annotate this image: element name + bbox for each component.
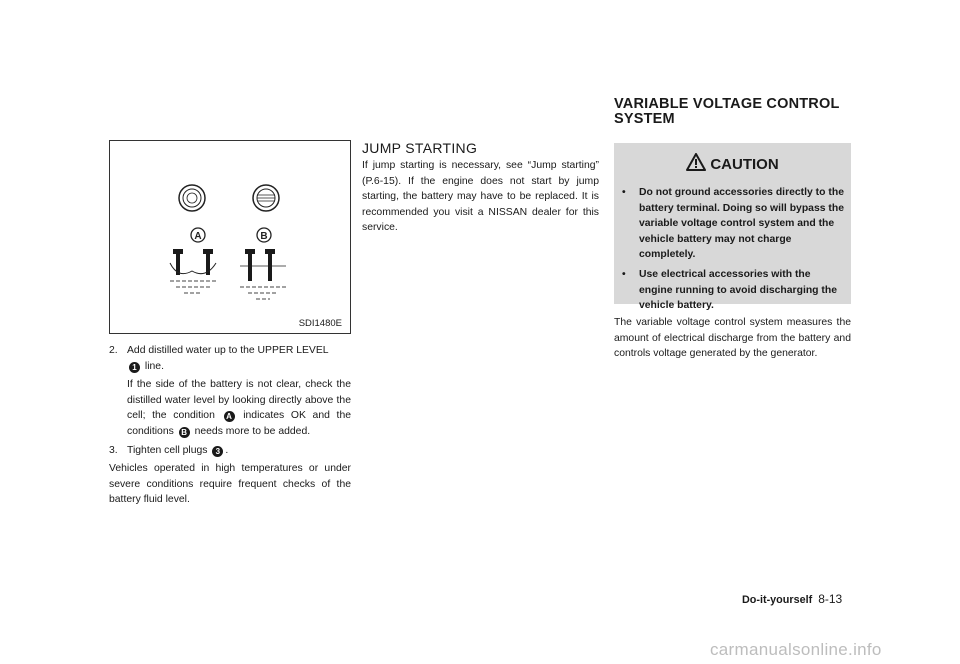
- jump-starting-heading: JUMP STARTING: [362, 140, 478, 156]
- caution-item-text: Use electrical accessories with the engine running to avoid discharging the vehicle battery.: [639, 268, 838, 312]
- variable-voltage-text: The variable voltage control system measures the amount of electrical discharge from the battery and controls voltage generated by the generator.: [614, 317, 851, 360]
- step-text-before: Add distilled water up to the UPPER LEVEL: [127, 345, 329, 356]
- svg-text:B: B: [260, 231, 268, 242]
- cell-b-plates: [245, 249, 275, 281]
- variable-voltage-heading: VARIABLE VOLTAGE CONTROL SYSTEM: [614, 96, 840, 127]
- indent-paragraph: [127, 377, 351, 439]
- indent-part3: needs more to be added.: [194, 425, 311, 437]
- step-text-after: line.: [144, 360, 164, 372]
- indent-part2: indicates OK and the conditions: [127, 410, 352, 437]
- battery-level-figure: [109, 140, 351, 334]
- bullet-dot: •: [622, 187, 626, 198]
- cell-view-a-top: [179, 185, 205, 211]
- page-footer: [742, 592, 842, 606]
- caution-header: [614, 153, 851, 173]
- jump-starting-text: If jump starting is necessary, see “Jump starting” (P.6-15). If the engine does not start by jump starting, the battery may have to be replaced. It is recommended you visit a NISSAN dealer for this service.: [362, 160, 599, 234]
- high-temp-note: Vehicles operated in high temperatures or under severe conditions require frequent checks of the battery fluid level.: [109, 463, 351, 506]
- caution-item: [622, 267, 844, 314]
- step-item: [109, 443, 351, 459]
- label-a-marker: [191, 228, 205, 242]
- bullet-dot: •: [622, 268, 626, 280]
- caution-box: [614, 143, 851, 312]
- steps-block: [109, 343, 351, 508]
- label-b-marker: [257, 228, 271, 242]
- marker-b: B: [179, 427, 190, 438]
- step-text: [127, 443, 228, 459]
- step-item: [109, 343, 351, 374]
- cell-a-water-lines: [170, 281, 216, 293]
- caution-title: CAUTION: [710, 156, 779, 173]
- cell-b-water-lines: [240, 287, 286, 299]
- caution-item-text: Do not ground accessories directly to the battery terminal. Doing so will bypass the variable voltage control system and the vehicle battery may not charge completely.: [639, 187, 844, 261]
- svg-text:A: A: [194, 231, 202, 242]
- page-number: 8-13: [818, 592, 843, 606]
- step-text-before: Tighten cell plugs: [127, 444, 208, 456]
- footer-section: Do-it-yourself: [742, 594, 813, 606]
- marker-a: A: [224, 411, 235, 422]
- cell-view-b-top: [253, 185, 279, 211]
- watermark: carmanualsonline.info: [710, 640, 882, 659]
- warning-icon: [686, 153, 706, 171]
- caution-list: [622, 185, 844, 318]
- step-text-after: .: [225, 444, 229, 456]
- indent-part1: If the side of the battery is not clear, check the distilled water level by looking directly above the cell; the condition: [127, 379, 351, 422]
- caution-item: [622, 185, 844, 263]
- step-number: 2.: [109, 345, 118, 356]
- step-text: [127, 343, 329, 374]
- step-number: 3.: [109, 444, 118, 456]
- battery-cell-illustration: [110, 141, 350, 333]
- marker-3: 3: [212, 446, 223, 457]
- figure-code: SDI1480E: [298, 318, 342, 329]
- marker-1: 1: [129, 362, 140, 373]
